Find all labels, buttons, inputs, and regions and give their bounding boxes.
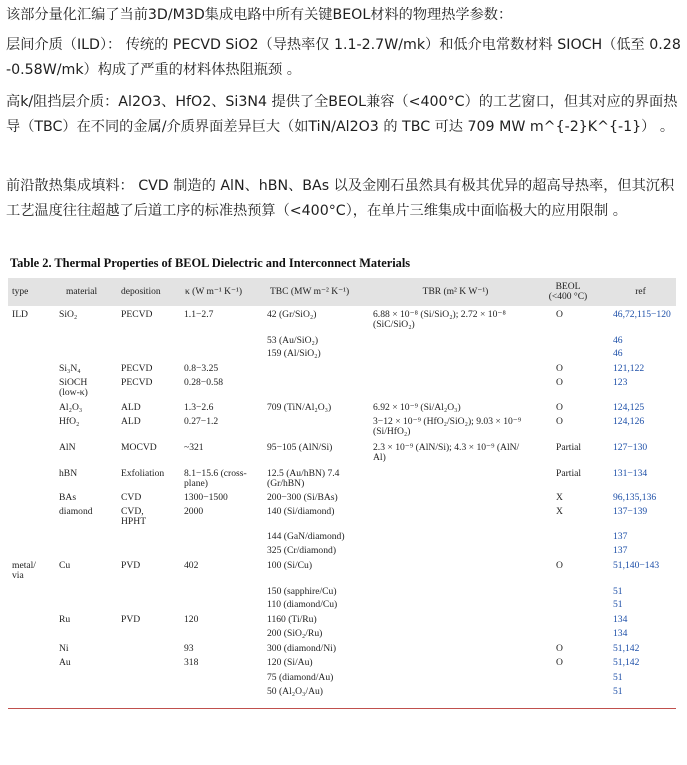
cell-kappa: 120: [184, 614, 199, 625]
header-kappa: κ (W m⁻¹ K⁻¹): [185, 286, 243, 297]
cell-kappa: 0.28−0.58: [184, 377, 223, 388]
cell-tbc: 1160 (Ti/Ru): [267, 614, 317, 625]
cell-tbr: 3−12 × 10⁻⁹ (HfO₂/SiO₂); 9.03 × 10⁻⁹ (Si/HfO₂): [373, 416, 522, 438]
cell-material: hBN: [59, 468, 78, 479]
cell-kappa: 1300−1500: [184, 492, 228, 503]
cell-material: diamond: [59, 506, 93, 517]
cell-material: HfO₂: [59, 416, 80, 427]
high-k-paragraph: 高k/阻挡层介质：Al2O3、HfO2、Si3N4 提供了全BEOL兼容（<400°C）的工艺窗口，但其对应的界面热导（TBC）在不同的金属/介质界面差异巨大（如TiN/Al2O3 的 TBC 可达 709 MW m^{-2}K^{-1}） 。: [6, 94, 678, 135]
cell-ref[interactable]: 51: [613, 686, 623, 697]
cell-material: SiO₂: [59, 309, 78, 320]
ild-paragraph: 层间介质（ILD）： 传统的 PECVD SiO2（导热率仅 1.1-2.7W/mk）和低介电常数材料 SIOCH（低至 0.28-0.58W/mk）构成了严重的材料体热阻瓶颈 。: [6, 37, 681, 78]
header-tbr: TBR (m² K W⁻¹): [422, 286, 489, 297]
cell-deposition: PECVD: [121, 309, 153, 320]
cell-beol: O: [556, 309, 563, 320]
cell-ref[interactable]: 51: [613, 672, 623, 683]
cell-tbc: 300 (diamond/Ni): [267, 643, 337, 654]
cell-beol: X: [556, 492, 563, 503]
cell-deposition: Exfoliation: [121, 468, 165, 479]
cell-tbc: 159 (Al/SiO₂): [267, 348, 321, 359]
header-deposition: deposition: [121, 286, 161, 297]
cell-ref[interactable]: 134: [613, 614, 628, 625]
cell-deposition: PVD: [121, 560, 141, 571]
cell-deposition: ALD: [121, 416, 141, 427]
cell-deposition: PECVD: [121, 363, 153, 374]
cell-type: ILD: [12, 309, 28, 320]
cell-tbc: 325 (Cr/diamond): [267, 545, 337, 556]
cell-kappa: 8.1−15.6 (cross- plane): [184, 468, 247, 490]
cell-deposition: CVD: [121, 492, 142, 503]
cell-ref[interactable]: 124,125: [613, 402, 645, 413]
heat-spreader-paragraph: 前沿散热集成填料： CVD 制造的 AlN、hBN、BAs 以及金刚石虽然具有极其优异的超高导热率，但其沉积工艺温度往往超越了后道工序的标准热预算（<400°C），在单片三维集成中面临极大的应用限制 。: [6, 178, 675, 219]
cell-kappa: 0.27−1.2: [184, 416, 219, 427]
cell-kappa: 0.8−3.25: [184, 363, 219, 374]
cell-ref[interactable]: 51: [613, 599, 623, 610]
cell-material: Si₃N₄: [59, 363, 81, 374]
cell-kappa: 93: [184, 643, 194, 654]
table-caption: Table 2. Thermal Properties of BEOL Dielectric and Interconnect Materials: [10, 256, 411, 270]
cell-material: Au: [59, 657, 71, 668]
cell-kappa: ~321: [184, 442, 204, 453]
cell-ref[interactable]: 51,142: [613, 657, 640, 668]
cell-tbc: 120 (Si/Au): [267, 657, 313, 668]
cell-beol: O: [556, 416, 563, 427]
cell-ref[interactable]: 51,140−143: [613, 560, 660, 571]
cell-tbr: 2.3 × 10⁻⁹ (AlN/Si); 4.3 × 10⁻⁹ (AlN/ Al): [373, 442, 520, 464]
cell-tbc: 144 (GaN/diamond): [267, 531, 345, 542]
cell-tbc: 95−105 (AlN/Si): [267, 442, 333, 453]
cell-beol: O: [556, 643, 563, 654]
bottom-rule: [8, 708, 676, 709]
cell-ref[interactable]: 96,135,136: [613, 492, 657, 503]
cell-tbc: 200−300 (Si/BAs): [267, 492, 338, 503]
cell-beol: O: [556, 402, 563, 413]
cell-ref[interactable]: 51,142: [613, 643, 640, 654]
cell-material: Cu: [59, 560, 71, 571]
cell-ref[interactable]: 134: [613, 628, 628, 639]
cell-beol: O: [556, 560, 563, 571]
cell-ref[interactable]: 46: [613, 348, 623, 359]
cell-material: Ru: [59, 614, 71, 625]
cell-kappa: 1.1−2.7: [184, 309, 214, 320]
cell-beol: O: [556, 363, 563, 374]
cell-type: metal/ via: [12, 560, 36, 582]
cell-tbc: 709 (TiN/Al₂O₃): [267, 402, 332, 413]
cell-material: Al₂O₃: [59, 402, 83, 413]
cell-ref[interactable]: 124,126: [613, 416, 645, 427]
table-header: [8, 278, 676, 306]
cell-beol: O: [556, 377, 563, 388]
header-tbc: TBC (MW m⁻² K⁻¹): [270, 286, 350, 297]
cell-deposition: CVD, HPHT: [121, 506, 147, 528]
cell-material: Ni: [59, 643, 69, 654]
cell-ref[interactable]: 51: [613, 586, 623, 597]
cell-ref[interactable]: 123: [613, 377, 628, 388]
cell-material: SiOCH (low-κ): [59, 377, 88, 399]
cell-ref[interactable]: 121,122: [613, 363, 645, 374]
header-type: type: [12, 286, 29, 297]
cell-ref[interactable]: 137−139: [613, 506, 648, 517]
cell-kappa: 2000: [184, 506, 204, 517]
cell-tbr: 6.92 × 10⁻⁹ (Si/Al₂O₃): [373, 402, 461, 413]
cell-beol: Partial: [556, 442, 582, 453]
header-material: material: [66, 286, 98, 297]
cell-tbc: 75 (diamond/Au): [267, 672, 334, 683]
cell-tbc: 100 (Si/Cu): [267, 560, 313, 571]
cell-material: BAs: [59, 492, 77, 503]
cell-beol: Partial: [556, 468, 582, 479]
thermal-properties-table: [8, 278, 676, 697]
cell-kappa: 318: [184, 657, 199, 668]
cell-tbc: 42 (Gr/SiO₂): [267, 309, 317, 320]
cell-tbr: 6.88 × 10⁻⁸ (Si/SiO₂); 2.72 × 10⁻⁸ (SiC/SiO₂): [373, 309, 506, 331]
cell-beol: X: [556, 506, 563, 517]
cell-ref[interactable]: 131−134: [613, 468, 648, 479]
intro-paragraph: 该部分量化汇编了当前3D/M3D集成电路中所有关键BEOL材料的物理热学参数：: [6, 7, 513, 23]
cell-ref[interactable]: 127−130: [613, 442, 648, 453]
cell-tbc: 140 (Si/diamond): [267, 506, 335, 517]
cell-kappa: 1.3−2.6: [184, 402, 214, 413]
cell-deposition: ALD: [121, 402, 141, 413]
cell-ref[interactable]: 137: [613, 531, 628, 542]
cell-kappa: 402: [184, 560, 199, 571]
cell-tbc: 200 (SiO₂/Ru): [267, 628, 323, 639]
cell-deposition: PVD: [121, 614, 141, 625]
cell-tbc: 110 (diamond/Cu): [267, 599, 338, 610]
cell-ref[interactable]: 46,72,115−120: [613, 309, 671, 320]
cell-ref[interactable]: 46: [613, 335, 623, 346]
cell-deposition: PECVD: [121, 377, 153, 388]
cell-deposition: MOCVD: [121, 442, 157, 453]
cell-ref[interactable]: 137: [613, 545, 628, 556]
cell-tbc: 53 (Au/SiO₂): [267, 335, 319, 346]
cell-beol: O: [556, 657, 563, 668]
cell-tbc: 12.5 (Au/hBN) 7.4 (Gr/hBN): [267, 468, 340, 490]
header-beol: BEOL (<400 °C): [548, 281, 588, 302]
header-ref: ref: [635, 286, 646, 297]
cell-material: AlN: [59, 442, 76, 453]
cell-tbc: 50 (Al₂O₃/Au): [267, 686, 323, 697]
cell-tbc: 150 (sapphire/Cu): [267, 586, 337, 597]
